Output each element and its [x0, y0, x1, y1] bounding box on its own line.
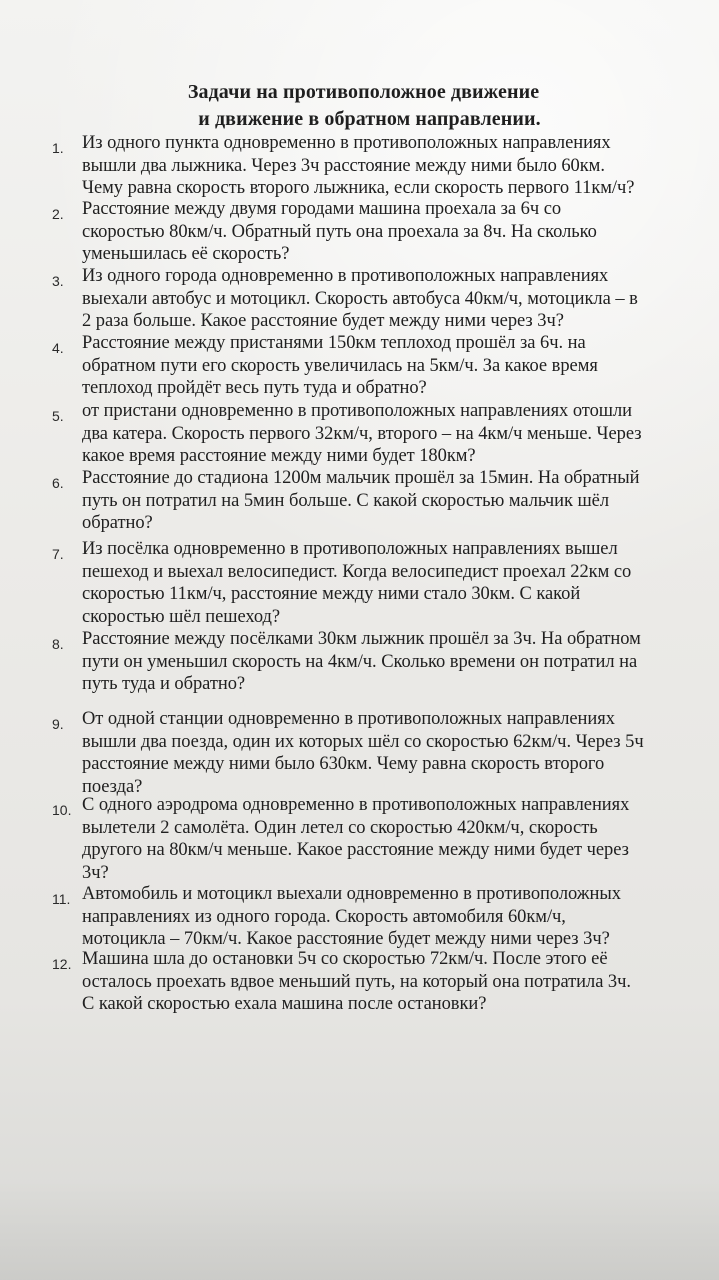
task-number: 6. — [52, 475, 64, 491]
task-text: от пристани одновременно в противоположных направлениях отошли два катера. Скорость первого 32км/ч, второго – на 4км/ч меньше. Через какое время расстояние между ними будет 180км? — [82, 401, 642, 466]
task-text: Из одного города одновременно в противоположных направлениях выехали автобус и мотоцикл. Скорость автобуса 40км/ч, мотоцикла – в 2 раза больше. Какое расстояние будет между ними через 3ч? — [82, 266, 638, 331]
task-text: Расстояние между пристанями 150км теплоход прошёл за 6ч. на обратном пути его скорость увеличилась на 5км/ч. За какое время теплоход пройдёт весь путь туда и обратно? — [82, 333, 598, 398]
task-text: Расстояние между двумя городами машина проехала за 6ч со скоростью 80км/ч. Обратный путь она проехала за 8ч. На сколько уменьшилась её скорость? — [82, 199, 597, 264]
task-number: 3. — [52, 273, 64, 289]
document-title-line-1: Задачи на противоположное движение — [187, 81, 540, 103]
task-number: 12. — [52, 956, 72, 972]
task-number: 4. — [52, 340, 64, 356]
task-text: Из одного пункта одновременно в противоположных направлениях вышли два лыжника. Через 3ч расстояние между ними было 60км. Чему равна скорость второго лыжника, если скорость первого 11км/ч? — [82, 133, 635, 198]
task-number: 10. — [52, 802, 72, 818]
task-text: Автомобиль и мотоцикл выехали одновременно в противоположных направлениях из одного города. Скорость автомобиля 60км/ч, мотоцикла – 70км/ч. Какое расстояние будет между ними через 3ч? — [82, 884, 621, 949]
document-title-line-2: и движение в обратном направлении. — [198, 108, 541, 130]
task-number: 5. — [52, 408, 64, 424]
task-number: 2. — [52, 206, 64, 222]
task-number: 7. — [52, 546, 64, 562]
task-text: От одной станции одновременно в противоположных направлениях вышли два поезда, один их которых шёл со скоростью 62км/ч. Через 5ч расстояние между ними было 630км. Чему равна скорость второго поезда? — [82, 709, 644, 797]
paper-shadow — [0, 1180, 719, 1280]
task-number: 11. — [52, 891, 71, 907]
task-number: 9. — [52, 716, 64, 732]
task-text: Машина шла до остановки 5ч со скоростью 72км/ч. После этого её осталось проехать вдвое меньший путь, на который она потратила 3ч. С какой скоростью ехала машина после остановки? — [82, 949, 631, 1014]
task-text: Расстояние между посёлками 30км лыжник прошёл за 3ч. На обратном пути он уменьшил скорость на 4км/ч. Сколько времени он потратил на путь туда и обратно? — [82, 629, 641, 694]
task-text: Расстояние до стадиона 1200м мальчик прошёл за 15мин. На обратный путь он потратил на 5мин больше. С какой скоростью мальчик шёл обратно? — [82, 468, 640, 533]
task-number: 8. — [52, 636, 64, 652]
task-text: Из посёлка одновременно в противоположных направлениях вышел пешеход и выехал велосипедист. Когда велосипедист проехал 22км со скоростью 11км/ч, расстояние между ними стало 30км. С какой скоростью шёл пешеход? — [82, 539, 632, 627]
task-number: 1. — [52, 140, 64, 156]
task-text: С одного аэродрома одновременно в противоположных направлениях вылетели 2 самолёта. Один летел со скоростью 420км/ч, скорость другого на 80км/ч меньше. Какое расстояние между ними будет через 3ч? — [82, 795, 630, 883]
